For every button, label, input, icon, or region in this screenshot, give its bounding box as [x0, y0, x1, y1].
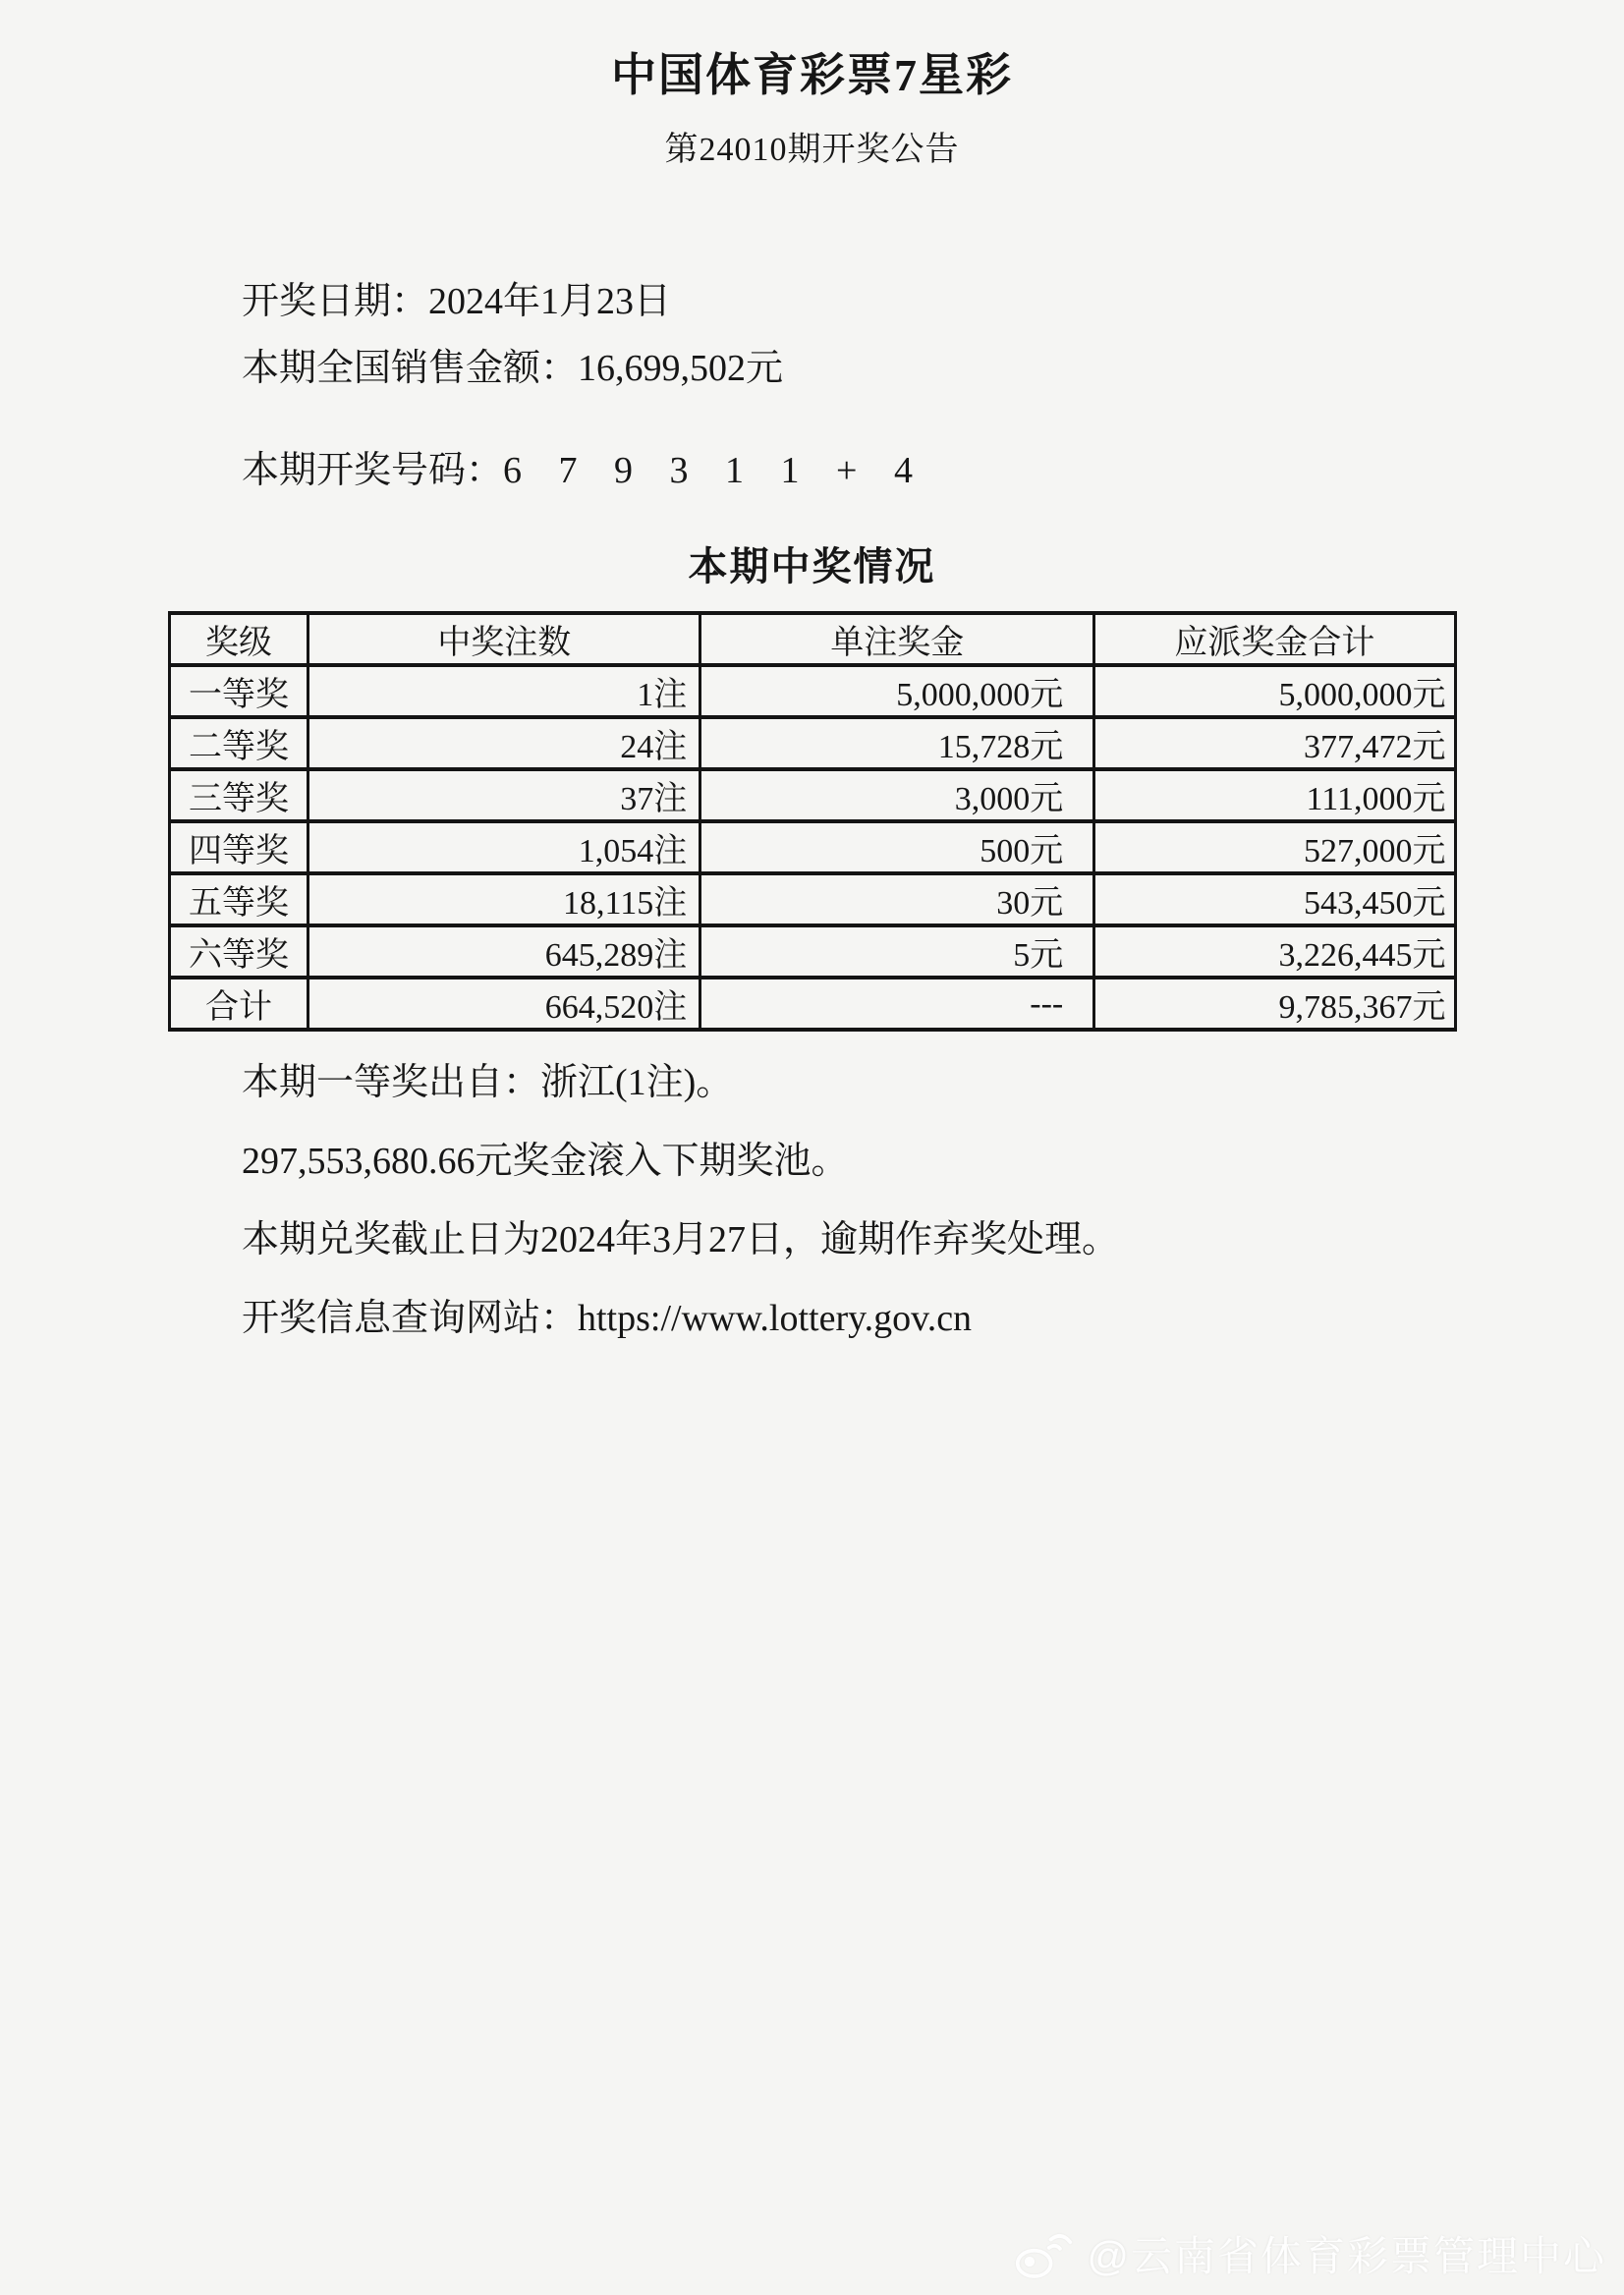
prize-table: [168, 611, 1457, 1032]
table-row-first-prize: [169, 665, 1455, 717]
draw-numbers-label: 本期开奖号码：: [242, 450, 504, 491]
cell-single: 15,728元: [700, 717, 1094, 769]
note-jackpot-rollover: 297,553,680.66元奖金滚入下期奖池。: [242, 1141, 849, 1182]
table-row-sixth-prize: [169, 925, 1455, 978]
watermark: [1014, 2224, 1606, 2283]
cell-level: 一等奖: [169, 665, 308, 717]
cell-single: 3,000元: [700, 769, 1094, 821]
table-row-fourth-prize: [169, 821, 1455, 873]
cell-count: 664,520注: [308, 978, 700, 1030]
draw-date-line: 开奖日期：2024年1月23日: [242, 281, 672, 322]
table-row-total: [169, 978, 1455, 1030]
note-info-website: 开奖信息查询网站：https://www.lottery.gov.cn: [242, 1298, 973, 1339]
header-single-prize: 单注奖金: [700, 613, 1094, 665]
cell-total: 3,226,445元: [1094, 925, 1455, 978]
header-total-payout: 应派奖金合计: [1094, 613, 1455, 665]
prize-table-title: 本期中奖情况: [688, 544, 936, 588]
cell-total: 5,000,000元: [1094, 665, 1455, 717]
cell-count: 37注: [308, 769, 700, 821]
page-subtitle: 第24010期开奖公告: [664, 132, 960, 168]
cell-level: 三等奖: [169, 769, 308, 821]
prize-table-header-row: [169, 613, 1455, 665]
note-claim-deadline: 本期兑奖截止日为2024年3月27日，逾期作弃奖处理。: [242, 1219, 1120, 1260]
cell-single: 30元: [700, 873, 1094, 925]
cell-level: 五等奖: [169, 873, 308, 925]
cell-single: 5,000,000元: [700, 665, 1094, 717]
draw-numbers-value: 6 7 9 3 1 1 + 4: [503, 450, 926, 491]
table-row-second-prize: [169, 717, 1455, 769]
cell-total: 111,000元: [1094, 769, 1455, 821]
cell-count: 1,054注: [308, 821, 700, 873]
cell-single: 500元: [700, 821, 1094, 873]
cell-level: 四等奖: [169, 821, 308, 873]
header-winning-bets: 中奖注数: [308, 613, 700, 665]
draw-numbers-line: [242, 449, 1624, 492]
cell-count: 18,115注: [308, 873, 700, 925]
page-title: 中国体育彩票7星彩: [611, 50, 1013, 100]
cell-level: 合计: [169, 978, 308, 1030]
cell-total: 377,472元: [1094, 717, 1455, 769]
cell-count: 645,289注: [308, 925, 700, 978]
weibo-icon: [1014, 2228, 1075, 2280]
note-first-prize-origin: 本期一等奖出自：浙江(1注)。: [242, 1062, 734, 1103]
table-row-third-prize: [169, 769, 1455, 821]
cell-level: 二等奖: [169, 717, 308, 769]
cell-level: 六等奖: [169, 925, 308, 978]
cell-count: 1注: [308, 665, 700, 717]
cell-count: 24注: [308, 717, 700, 769]
cell-total: 9,785,367元: [1094, 978, 1455, 1030]
table-row-fifth-prize: [169, 873, 1455, 925]
cell-single: 5元: [700, 925, 1094, 978]
sales-amount-line: 本期全国销售金额：16,699,502元: [242, 348, 784, 389]
header-prize-level: 奖级: [169, 613, 308, 665]
cell-total: 543,450元: [1094, 873, 1455, 925]
notes-block: [242, 1061, 1624, 1340]
cell-total: 527,000元: [1094, 821, 1455, 873]
watermark-label: @云南省体育彩票管理中心: [1087, 2233, 1606, 2279]
cell-single: ---: [700, 978, 1094, 1030]
draw-info-block: [242, 280, 1624, 492]
